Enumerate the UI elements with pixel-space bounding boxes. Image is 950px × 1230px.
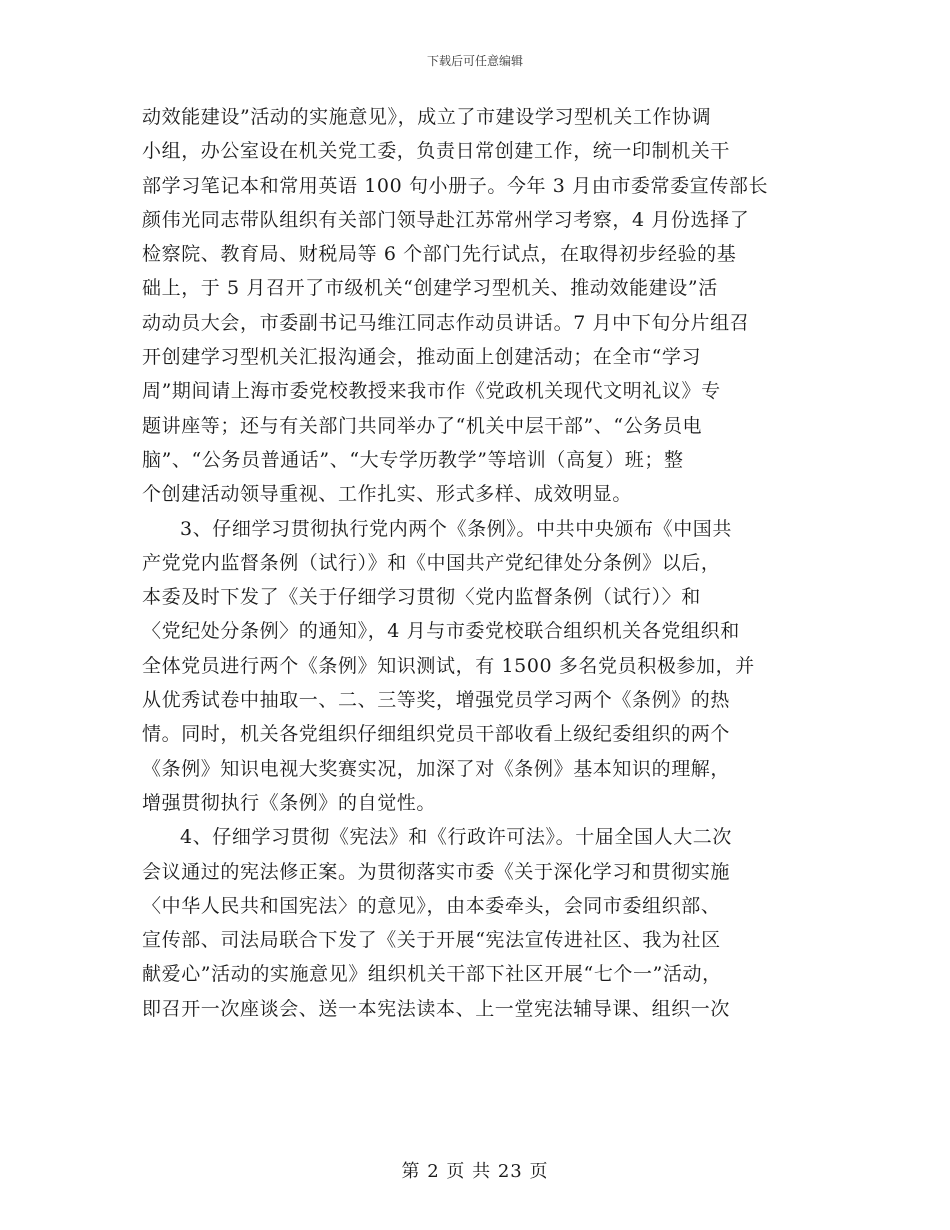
text-line: 脑”、“公务员普通话”、“大专学历教学”等培训（高复）班；整 bbox=[142, 448, 684, 471]
text-line: 题讲座等；还与有关部门共同举办了“机关中层干部”、“公务员电 bbox=[142, 414, 703, 437]
text-line: 开创建学习型机关汇报沟通会，推动面上创建活动；在全市“学习 bbox=[142, 346, 702, 369]
text-line: 会议通过的宪法修正案。为贯彻落实市委《关于深化学习和贯彻实施 bbox=[142, 860, 731, 883]
page-number: 第 2 页 共 23 页 bbox=[401, 1161, 549, 1182]
text-line: 周”期间请上海市委党校教授来我市作《党政机关现代文明礼议》专 bbox=[142, 380, 721, 403]
text-line: 础上，于 5 月召开了市级机关“创建学习型机关、推动效能建设”活 bbox=[142, 277, 718, 300]
text-line: 情。同时，机关各党组织仔细组织党员干部收看上级纪委组织的两个 bbox=[142, 723, 731, 746]
text-line: 4、仔细学习贯彻《宪法》和《行政许可法》。十届全国人大二次 bbox=[180, 826, 732, 849]
text-line: 本委及时下发了《关于仔细学习贯彻〈党内监督条例（试行）〉和 bbox=[142, 586, 701, 609]
text-line: 部学习笔记本和常用英语 100 句小册子。今年 3 月由市委常委宣传部长 bbox=[142, 174, 769, 197]
page-header: 下载后可任意编辑 bbox=[426, 54, 523, 68]
text-line: 3、仔细学习贯彻执行党内两个《条例》。中共中央颁布《中国共 bbox=[180, 517, 732, 540]
text-line: 增强贯彻执行《条例》的自觉性。 bbox=[142, 791, 437, 814]
text-line: 动动员大会，市委副书记马维江同志作动员讲话。7 月中下旬分片组召 bbox=[142, 311, 750, 334]
text-line: 献爱心”活动的实施意见》组织机关干部下社区开展“七个一”活动， bbox=[142, 963, 722, 986]
text-line: 〈中华人民共和国宪法〉的意见》，由本委牵头，会同市委组织部、 bbox=[142, 894, 721, 917]
text-line: 即召开一次座谈会、送一本宪法读本、上一堂宪法辅导课、组织一次 bbox=[142, 997, 731, 1020]
text-line: 检察院、教育局、财税局等 6 个部门先行试点，在取得初步经验的基 bbox=[142, 243, 737, 266]
text-line: 全体党员进行两个《条例》知识测试，有 1500 多名党员积极参加，并 bbox=[142, 654, 755, 677]
text-line: 《条例》知识电视大奖赛实况，加深了对《条例》基本知识的理解， bbox=[142, 757, 731, 780]
text-line: 动效能建设”活动的实施意见》，成立了市建设学习型机关工作协调 bbox=[142, 106, 712, 128]
text-line: 从优秀试卷中抽取一、二、三等奖，增强党员学习两个《条例》的热 bbox=[142, 689, 731, 712]
text-line: 颜伟光同志带队组织有关部门领导赴江苏常州学习考察，4 月份选择了 bbox=[142, 208, 750, 231]
text-line: 宣传部、司法局联合下发了《关于开展“宪法宣传进社区、我为社区 bbox=[142, 929, 721, 952]
text-line: 产党党内监督条例（试行）》和《中国共产党纪律处分条例》以后， bbox=[142, 551, 721, 574]
text-line: 〈党纪处分条例〉的通知》，4 月与市委党校联合组织机关各党组织和 bbox=[142, 620, 740, 643]
document-body bbox=[142, 100, 808, 1026]
text-line: 个创建活动领导重视、工作扎实、形式多样、成效明显。 bbox=[142, 483, 633, 506]
text-line: 小组，办公室设在机关党工委，负责日常创建工作，统一印制机关干 bbox=[142, 140, 731, 163]
